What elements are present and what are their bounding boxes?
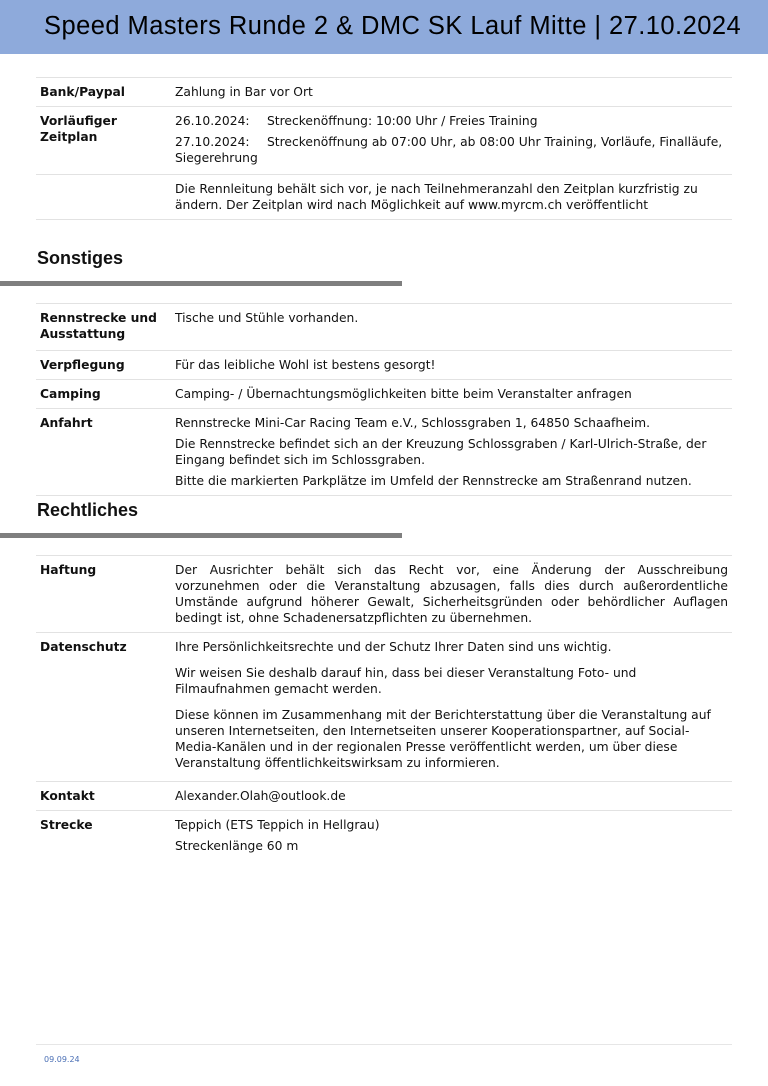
paragraph: Rennstrecke Mini-Car Racing Team e.V., Schlossgraben 1, 64850 Schaafheim. bbox=[175, 416, 651, 430]
row-value: Tische und Stühle vorhanden. bbox=[175, 311, 359, 325]
row-label: Datenschutz bbox=[40, 640, 127, 654]
row-value: Zahlung in Bar vor Ort bbox=[175, 85, 313, 99]
contact-email: Alexander.Olah@outlook.de bbox=[175, 789, 346, 803]
row-value: Für das leibliche Wohl ist bestens gesorgt! bbox=[175, 358, 436, 372]
paragraph: Teppich (ETS Teppich in Hellgrau) bbox=[175, 818, 380, 832]
row-label: Anfahrt bbox=[40, 416, 93, 430]
row-label: Camping bbox=[40, 387, 101, 401]
schedule-date: 27.10.2024: bbox=[175, 135, 250, 149]
schedule-date: 26.10.2024: bbox=[175, 114, 250, 128]
row-value bbox=[175, 415, 732, 489]
paragraph: Streckenlänge 60 m bbox=[175, 839, 299, 853]
paragraph: Wir weisen Sie deshalb darauf hin, dass bei dieser Veranstaltung Foto- und Filmaufnahmen gemacht werden. bbox=[175, 666, 637, 696]
paragraph: Die Rennstrecke befindet sich an der Kreuzung Schlossgraben / Karl-Ulrich-Straße, der Eingang befindet sich im Schlossgraben. bbox=[175, 437, 707, 467]
paragraph: Bitte die markierten Parkplätze im Umfeld der Rennstrecke am Straßenrand nutzen. bbox=[175, 474, 692, 488]
row-value bbox=[175, 817, 732, 854]
section-title-rechtliches: Rechtliches bbox=[37, 500, 139, 520]
section-divider bbox=[0, 533, 402, 538]
paragraph: Ihre Persönlichkeitsrechte und der Schutz Ihrer Daten sind uns wichtig. bbox=[175, 640, 612, 654]
row-value bbox=[175, 562, 732, 626]
row-label: Haftung bbox=[40, 563, 97, 577]
row-label: Rennstrecke und Ausstattung bbox=[40, 311, 157, 341]
table-row-rennstrecke bbox=[36, 303, 732, 350]
row-value bbox=[175, 639, 732, 771]
table-row-zeitplan bbox=[36, 106, 732, 174]
table-row-camping bbox=[36, 379, 732, 408]
row-value bbox=[175, 113, 732, 168]
table-row-kontakt bbox=[36, 781, 732, 810]
row-label-empty bbox=[36, 181, 175, 213]
section-title-sonstiges: Sonstiges bbox=[37, 248, 124, 268]
table-row-verpflegung bbox=[36, 350, 732, 379]
schedule-day-2 bbox=[175, 134, 728, 166]
schedule-text: Streckenöffnung ab 07:00 Uhr, ab 08:00 Uhr Training, Vorläufe, Finalläufe, Siegerehrung bbox=[175, 135, 723, 165]
document-title: Speed Masters Runde 2 & DMC SK Lauf Mitte | 27.10.2024 bbox=[44, 12, 742, 40]
row-label: Bank/Paypal bbox=[40, 85, 126, 99]
footer-date: 09.09.24 bbox=[44, 1055, 80, 1064]
table-row-anfahrt bbox=[36, 408, 732, 496]
row-value: Camping- / Übernachtungsmöglichkeiten bitte beim Veranstalter anfragen bbox=[175, 387, 632, 401]
table-row-strecke bbox=[36, 810, 732, 860]
row-label: Verpflegung bbox=[40, 358, 125, 372]
schedule-text: Streckenöffnung: 10:00 Uhr / Freies Training bbox=[267, 114, 538, 128]
section-divider bbox=[0, 281, 402, 286]
info-table-top bbox=[36, 77, 732, 220]
table-row-haftung bbox=[36, 555, 732, 632]
paragraph: Der Ausrichter behält sich das Recht vor, eine Änderung der Ausschreibung vorzunehmen oder die Veranstaltung abzusagen, falls dies durch außerordentliche Umstände aufgrund höherer Gewalt, Sicherheitsgründen oder behördlicher Auflagen bedingt ist, ohne Schadenersatzpflichten zu übernehmen. bbox=[175, 563, 728, 625]
schedule-day-1 bbox=[175, 113, 728, 129]
title-bar bbox=[0, 0, 768, 54]
table-row-bank bbox=[36, 77, 732, 106]
row-label: Kontakt bbox=[40, 789, 95, 803]
info-table-sonstiges bbox=[36, 303, 732, 496]
row-value: Die Rennleitung behält sich vor, je nach Teilnehmeranzahl den Zeitplan kurzfristig zu ändern. Der Zeitplan wird nach Möglichkeit auf www.myrcm.ch veröffentlicht bbox=[175, 182, 698, 212]
table-row-note bbox=[36, 174, 732, 220]
row-label: Strecke bbox=[40, 818, 93, 832]
info-table-rechtliches bbox=[36, 555, 732, 860]
paragraph: Diese können im Zusammenhang mit der Berichterstattung über die Veranstaltung auf unseren Internetseiten, den Internetseiten unserer Kooperationspartner, auf Social-Media-Kanälen und in der regionalen Presse veröffentlicht werden, um über diese Veranstaltung öffentlichkeitswirksam zu informieren. bbox=[175, 708, 711, 770]
footer-divider bbox=[36, 1044, 732, 1045]
table-row-datenschutz bbox=[36, 632, 732, 781]
row-label: Vorläufiger Zeitplan bbox=[40, 114, 117, 144]
